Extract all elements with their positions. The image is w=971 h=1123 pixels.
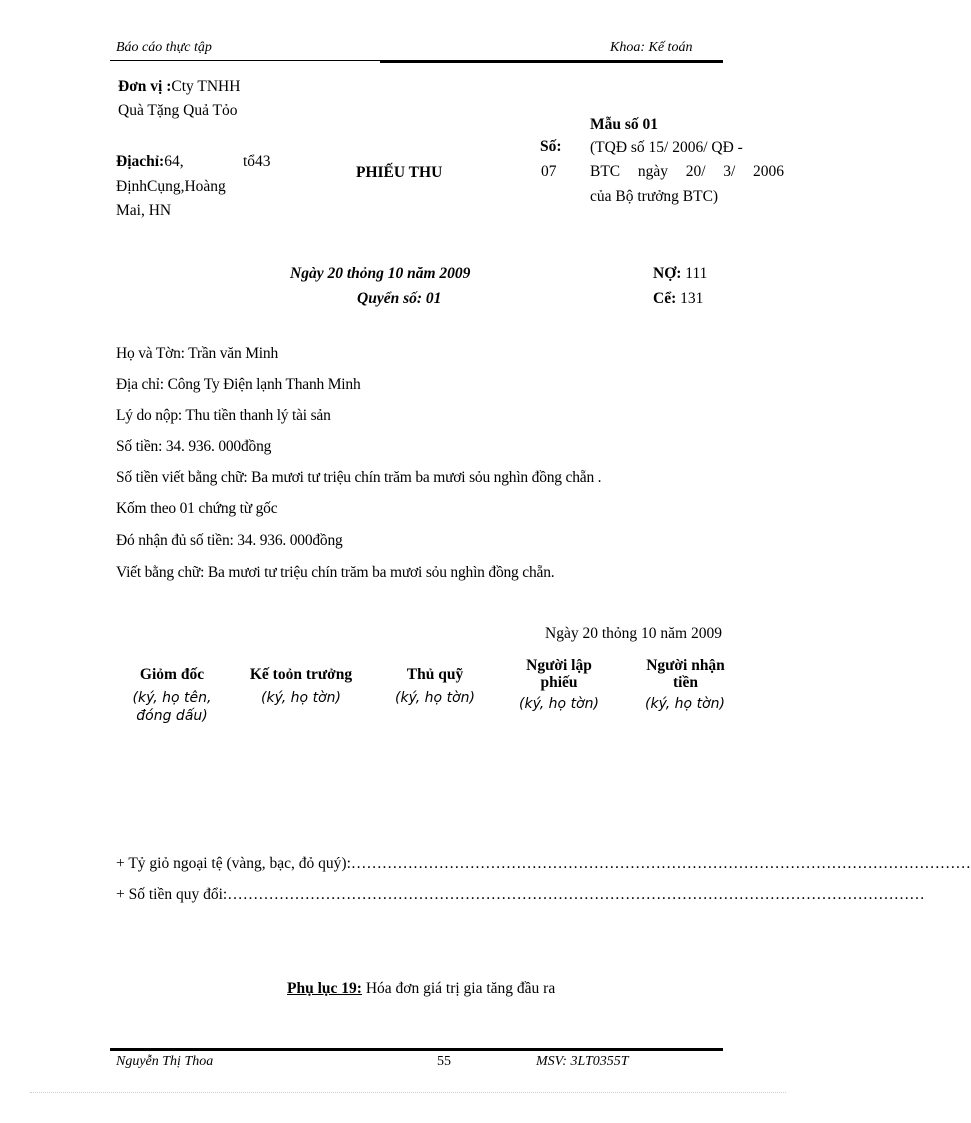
appendix-caption bbox=[287, 980, 555, 998]
form-title: Mẫu số 01 bbox=[590, 116, 659, 133]
payment-reason: Lý do nộp: Thu tiền thanh lý tài sản bbox=[116, 407, 331, 424]
amount: Số tiền: 34. 936. 000đồng bbox=[116, 438, 272, 455]
signature-chief-accountant: Kế toỏn trưởng (ký, họ tờn) bbox=[249, 666, 353, 706]
unit-name-line2: Quà Tặng Quả Tỏo bbox=[118, 102, 238, 119]
page-edge-divider bbox=[30, 1092, 786, 1093]
header-left: Báo cáo thực tập bbox=[116, 40, 212, 55]
leader-dots: ………………………………………………………………………………………………………… bbox=[350, 855, 971, 872]
amount-received: Đó nhận đủ số tiền: 34. 936. 000đồng bbox=[116, 532, 343, 549]
unit-address-line1: Địachỉ:64, bbox=[116, 153, 184, 170]
amount-in-words: Số tiền viết bằng chữ: Ba mươi tư triệu chín trăm ba mươi sỏu nghìn đồng chẵn . bbox=[116, 469, 602, 486]
appendix-text: Hóa đơn giá trị gia tăng đầu ra bbox=[361, 980, 556, 997]
signature-date: Ngày 20 thỏng 10 năm 2009 bbox=[545, 625, 722, 642]
document-title: PHIẾU THU bbox=[356, 164, 443, 181]
header-rule-thick bbox=[380, 60, 723, 63]
payer-name: Họ và Tờn: Trần văn Minh bbox=[116, 345, 278, 362]
footer-author: Nguyễn Thị Thoa bbox=[116, 1054, 214, 1069]
address-label: Địachỉ: bbox=[116, 153, 165, 170]
unit-name: Cty TNHH bbox=[171, 78, 241, 95]
form-line2: BTC ngày 20/ 3/ 2006 bbox=[590, 163, 784, 180]
unit-name-line1 bbox=[118, 78, 240, 96]
payer-address: Địa chỉ: Công Ty Điện lạnh Thanh Minh bbox=[116, 376, 361, 393]
attachments: Kốm theo 01 chứng từ gốc bbox=[116, 500, 278, 517]
appendix-label: Phụ lục 19: bbox=[287, 980, 362, 997]
signature-preparer: Người lập phiếu (ký, họ tờn) bbox=[519, 657, 599, 712]
book-number: Quyển số: 01 bbox=[357, 290, 442, 307]
debit-account: NỢ: 111 bbox=[653, 265, 708, 282]
signature-receiver: Người nhận tiền (ký, họ tờn) bbox=[645, 657, 725, 712]
unit-label: Đơn vị : bbox=[118, 78, 172, 95]
unit-address-line1-b: tổ43 bbox=[243, 153, 271, 170]
page-number: 55 bbox=[437, 1054, 451, 1069]
converted-amount-line: + Số tiền quy đổi:……………………………………………………………………………………………………………………… bbox=[116, 886, 925, 903]
leader-dots: ……………………………………………………………………………………………………………………… bbox=[227, 886, 925, 903]
unit-address-line3: Mai, HN bbox=[116, 202, 172, 219]
credit-account: Cể: 131 bbox=[653, 290, 704, 307]
received-in-words: Viết bằng chữ: Ba mươi tư triệu chín trăm ba mươi sỏu nghìn đồng chẵn. bbox=[116, 564, 555, 581]
exchange-rate-line: + Tỷ giỏ ngoại tệ (vàng, bạc, đỏ quý):………………………………………………………………………………………………………… bbox=[116, 855, 971, 872]
unit-address-line2: ĐịnhCụng,Hoàng bbox=[116, 178, 226, 195]
signature-director: Giỏm đốc (ký, họ tên, đóng dấu) bbox=[132, 666, 212, 724]
form-line3: của Bộ trưởng BTC) bbox=[590, 188, 719, 205]
receipt-date: Ngày 20 thỏng 10 năm 2009 bbox=[290, 265, 471, 282]
student-id: MSV: 3LT0355T bbox=[536, 1054, 629, 1069]
header-right: Khoa: Kế toán bbox=[610, 40, 693, 55]
footer-rule bbox=[110, 1048, 723, 1051]
signature-cashier: Thủ quỹ (ký, họ tờn) bbox=[395, 666, 475, 706]
number-label: Số: bbox=[540, 138, 562, 155]
header-rule-thin bbox=[110, 60, 380, 61]
form-line1: (TQĐ số 15/ 2006/ QĐ - bbox=[590, 139, 743, 156]
number-value: 07 bbox=[541, 163, 557, 180]
